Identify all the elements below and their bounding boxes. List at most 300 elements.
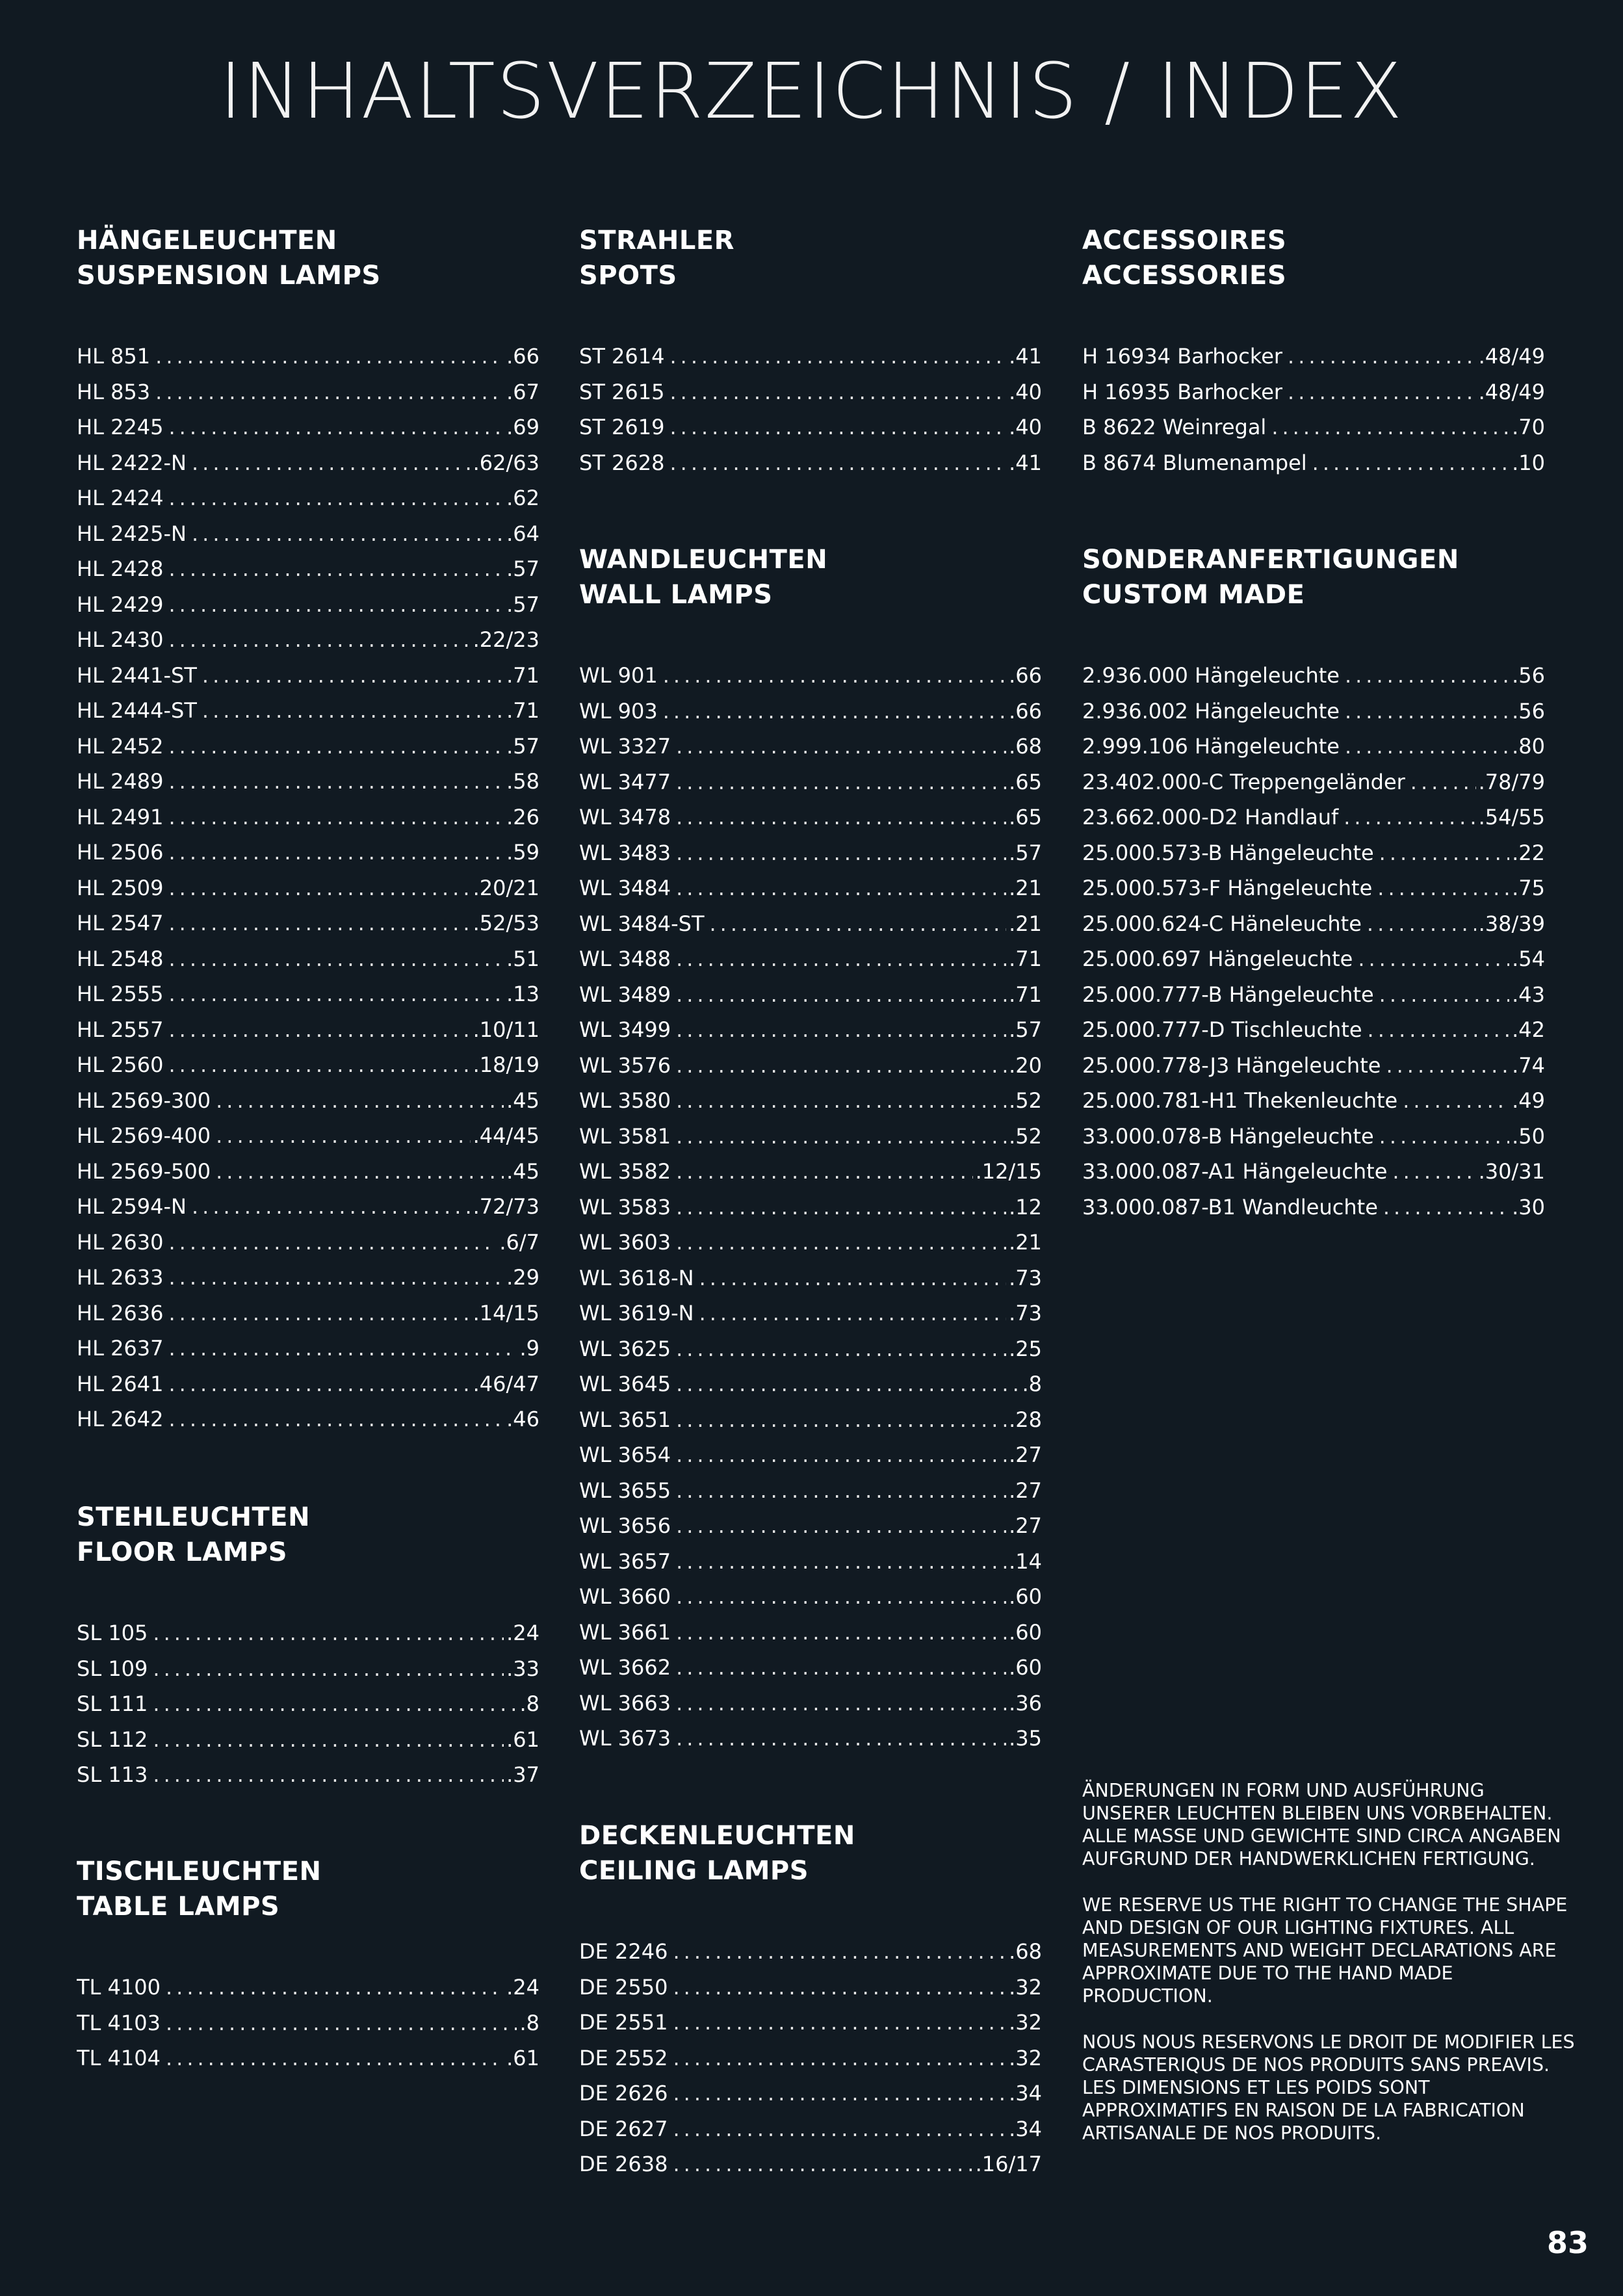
index-entry <box>77 835 539 870</box>
entry-name: TL 4104 <box>77 2046 161 2070</box>
entry-name: DE 2246 <box>579 1939 668 1964</box>
dot-leader <box>216 1118 470 1154</box>
index-entry <box>1082 941 1545 977</box>
index-entry <box>579 870 1042 906</box>
entry-page: .45 <box>506 1088 539 1113</box>
dot-leader <box>676 1012 1006 1048</box>
entry-name: 33.000.087-A1 Hängeleuchte <box>1082 1159 1388 1184</box>
entry-name: 2.936.002 Hängeleuchte <box>1082 698 1340 724</box>
dot-leader <box>153 1651 504 1687</box>
entry-page: .74 <box>1512 1052 1545 1078</box>
entry-list <box>579 658 1042 1756</box>
entry-page: .71 <box>1009 946 1042 971</box>
index-entry <box>579 1970 1042 2005</box>
entry-name: 25.000.777-B Hängeleuchte <box>1082 982 1374 1007</box>
entry-page: .9 <box>519 1336 539 1361</box>
section-heading <box>579 223 1042 293</box>
entry-page: .57 <box>1009 840 1042 865</box>
dot-leader <box>1358 941 1509 977</box>
dot-leader <box>673 1970 1006 2005</box>
entry-page: .72/73 <box>473 1194 539 1219</box>
index-entry <box>1082 374 1545 410</box>
dot-leader <box>673 2111 1006 2147</box>
entry-name: 25.000.624-C Häneleuchte <box>1082 911 1362 936</box>
entry-list <box>77 1970 539 2076</box>
index-entry <box>77 1260 539 1296</box>
heading-de: STEHLEUCHTEN <box>77 1502 311 1532</box>
heading-de: HÄNGELEUCHTEN <box>77 226 337 255</box>
dot-leader <box>169 764 504 800</box>
entry-name: HL 851 <box>77 344 151 369</box>
dot-leader <box>1345 658 1509 694</box>
entry-page: .61 <box>506 1727 539 1752</box>
entry-page: .21 <box>1009 1230 1042 1255</box>
entry-page: .48/49 <box>1478 344 1545 369</box>
dot-leader <box>169 800 504 835</box>
dot-leader <box>1379 835 1509 871</box>
entry-page: .65 <box>1009 805 1042 829</box>
index-entry <box>77 1722 539 1758</box>
entry-name: ST 2628 <box>579 450 665 475</box>
entry-page: .20 <box>1009 1052 1042 1078</box>
index-entry <box>579 1402 1042 1438</box>
entry-page: .78/79 <box>1478 769 1545 794</box>
entry-page: .66 <box>1009 663 1042 688</box>
entry-page: .73 <box>1009 1301 1042 1325</box>
dot-leader <box>676 1650 1006 1686</box>
index-entry <box>77 1225 539 1260</box>
dot-leader <box>1386 1048 1509 1084</box>
entry-name: WL 3327 <box>579 734 671 759</box>
dot-leader <box>1345 694 1509 729</box>
index-entry <box>77 1615 539 1651</box>
entry-name: B 8622 Weinregal <box>1082 415 1267 439</box>
heading-de: TISCHLEUCHTEN <box>77 1857 322 1886</box>
entry-name: B 8674 Blumenampel <box>1082 450 1307 475</box>
index-entry <box>77 480 539 516</box>
entry-page: .52 <box>1009 1088 1042 1113</box>
entry-name: WL 3651 <box>579 1407 671 1432</box>
heading-en: FLOOR LAMPS <box>77 1537 287 1567</box>
entry-page: .38/39 <box>1478 911 1545 936</box>
dot-leader <box>169 1225 497 1260</box>
entry-name: HL 2569-300 <box>77 1088 211 1113</box>
index-entry <box>579 2005 1042 2041</box>
entry-page: .44/45 <box>473 1123 539 1148</box>
index-entry <box>579 1650 1042 1686</box>
entry-page: .56 <box>1512 698 1545 724</box>
dot-leader <box>153 1722 504 1758</box>
index-entry <box>579 1544 1042 1580</box>
index-entry <box>579 410 1042 445</box>
entry-page: .80 <box>1512 734 1545 759</box>
entry-page: .32 <box>1009 2045 1042 2070</box>
entry-page: .56 <box>1512 663 1545 688</box>
entry-name: ST 2615 <box>579 379 665 404</box>
dot-leader <box>169 587 504 623</box>
entry-name: 23.402.000-C Treppengeländer <box>1082 769 1405 794</box>
index-entry <box>579 1473 1042 1509</box>
entry-page: .21 <box>1009 876 1042 900</box>
page-title: INHALTSVERZEICHNIS / INDEX <box>219 46 1404 136</box>
entry-name: DE 2638 <box>579 2152 668 2176</box>
dot-leader <box>169 976 504 1012</box>
entry-name: WL 3655 <box>579 1478 671 1503</box>
dot-leader <box>676 1225 1006 1260</box>
entry-page: .66 <box>1009 698 1042 724</box>
entry-page: .26 <box>506 804 539 829</box>
dot-leader <box>676 1119 1006 1155</box>
section-suspension-lamps <box>77 223 539 1437</box>
entry-page: .22 <box>1512 840 1545 865</box>
entry-page: .70 <box>1512 415 1545 439</box>
entry-name: HL 2245 <box>77 415 164 439</box>
index-entry <box>77 1757 539 1793</box>
entry-page: .41 <box>1009 344 1042 369</box>
entry-name: TL 4103 <box>77 2010 161 2035</box>
entry-name: ST 2619 <box>579 415 665 439</box>
dot-leader <box>166 2041 504 2076</box>
index-entry <box>579 764 1042 800</box>
index-entry <box>579 1366 1042 1402</box>
dot-leader <box>169 1402 504 1437</box>
entry-name: WL 3489 <box>579 982 671 1007</box>
entry-name: 2.999.106 Hängeleuchte <box>1082 734 1340 759</box>
dot-leader <box>1288 339 1476 374</box>
entry-name: WL 3478 <box>579 805 671 829</box>
index-entry <box>579 1225 1042 1260</box>
index-entry <box>579 1048 1042 1084</box>
dot-leader <box>663 658 1006 694</box>
entry-page: .52 <box>1009 1123 1042 1149</box>
index-entry <box>579 374 1042 410</box>
dot-leader <box>192 1189 471 1225</box>
entry-page: .46 <box>506 1407 539 1431</box>
index-entry <box>77 1118 539 1154</box>
index-entry <box>77 1402 539 1437</box>
dot-leader <box>676 1331 1006 1367</box>
dot-leader <box>1344 800 1475 835</box>
entry-page: .60 <box>1009 1584 1042 1609</box>
entry-page: .69 <box>506 415 539 439</box>
index-entry <box>1082 339 1545 374</box>
entry-name: DE 2550 <box>579 1974 668 2000</box>
entry-name: HL 853 <box>77 379 151 404</box>
index-entry <box>77 516 539 552</box>
dot-leader <box>155 339 504 374</box>
dot-leader <box>676 1083 1006 1119</box>
index-entry <box>77 622 539 658</box>
entry-page: .18/19 <box>473 1052 539 1077</box>
index-entry <box>579 1012 1042 1048</box>
entry-page: .8 <box>1022 1372 1042 1396</box>
entry-page: .57 <box>1009 1017 1042 1042</box>
heading-de: WANDLEUCHTEN <box>579 545 828 575</box>
dot-leader <box>169 729 504 764</box>
dot-leader <box>699 1260 1007 1296</box>
entry-page: .58 <box>506 769 539 794</box>
index-entry <box>579 2146 1042 2182</box>
dot-leader <box>169 1296 471 1331</box>
index-entry <box>1082 1048 1545 1084</box>
index-entry <box>77 1970 539 2005</box>
entry-name: HL 2633 <box>77 1265 164 1290</box>
entry-page: .33 <box>506 1656 539 1681</box>
index-entry <box>579 835 1042 871</box>
index-entry <box>77 374 539 410</box>
dot-leader <box>216 1154 504 1190</box>
entry-page: .32 <box>1009 2010 1042 2035</box>
entry-name: WL 3488 <box>579 946 671 971</box>
index-entry <box>579 1615 1042 1650</box>
index-entry <box>1082 410 1545 445</box>
entry-name: SL 111 <box>77 1691 148 1716</box>
dot-leader <box>669 410 1006 445</box>
entry-name: HL 2642 <box>77 1407 164 1431</box>
section-floor-lamps <box>77 1500 539 1793</box>
dot-leader <box>676 1366 1019 1402</box>
dot-leader <box>673 1934 1006 1970</box>
index-entry <box>77 1686 539 1722</box>
section-ceiling-lamps <box>579 1818 1042 2182</box>
index-entry <box>579 658 1042 694</box>
entry-page: .29 <box>506 1265 539 1290</box>
dot-leader <box>153 1686 517 1722</box>
entry-page: .41 <box>1009 450 1042 475</box>
entry-page: .48/49 <box>1478 379 1545 404</box>
dot-leader <box>676 1686 1006 1721</box>
index-entry <box>579 1579 1042 1615</box>
dot-leader <box>169 1260 504 1296</box>
entry-name: 2.936.000 Hängeleuchte <box>1082 663 1340 688</box>
dot-leader <box>673 2005 1006 2041</box>
entry-page: .61 <box>506 2046 539 2070</box>
dot-leader <box>202 693 504 729</box>
index-entry <box>1082 977 1545 1013</box>
index-entry <box>1082 445 1545 481</box>
entry-name: 25.000.778-J3 Hängeleuchte <box>1082 1052 1381 1078</box>
dot-leader <box>673 2076 1006 2111</box>
entry-page: .8 <box>519 2010 539 2035</box>
index-entry <box>77 2041 539 2076</box>
entry-list <box>579 1934 1042 2182</box>
entry-name: 25.000.697 Hängeleuchte <box>1082 946 1353 971</box>
entry-page: .65 <box>1009 769 1042 794</box>
entry-name: HL 2506 <box>77 840 164 865</box>
entry-page: .62 <box>506 486 539 510</box>
index-entry <box>77 729 539 764</box>
index-entry <box>579 800 1042 835</box>
entry-list <box>579 339 1042 480</box>
dot-leader <box>153 1615 504 1651</box>
entry-page: .54 <box>1512 946 1545 971</box>
entry-page: .25 <box>1009 1336 1042 1361</box>
dot-leader <box>1379 1119 1509 1155</box>
entry-name: WL 3580 <box>579 1088 671 1113</box>
index-entry <box>579 977 1042 1013</box>
entry-name: 25.000.777-D Tischleuchte <box>1082 1017 1362 1042</box>
entry-name: DE 2551 <box>579 2010 668 2035</box>
index-entry <box>1082 1190 1545 1225</box>
entry-name: HL 2425-N <box>77 521 187 546</box>
entry-name: HL 2630 <box>77 1229 164 1255</box>
entry-page: .68 <box>1009 1939 1042 1964</box>
index-entry <box>579 445 1042 481</box>
entry-name: H 16935 Barhocker <box>1082 379 1283 404</box>
index-entry <box>579 1331 1042 1367</box>
index-entry <box>77 551 539 587</box>
index-entry <box>77 870 539 906</box>
entry-name: WL 3625 <box>579 1336 671 1361</box>
section-heading <box>77 1500 539 1570</box>
dot-leader <box>1392 1154 1475 1190</box>
section-wall-lamps <box>579 542 1042 1756</box>
index-entry <box>579 1437 1042 1473</box>
dot-leader <box>169 622 471 658</box>
entry-name: WL 3499 <box>579 1017 671 1042</box>
heading-en: CUSTOM MADE <box>1082 580 1305 610</box>
section-accessories <box>1082 223 1545 480</box>
entry-page: .68 <box>1009 734 1042 759</box>
entry-name: WL 3477 <box>579 769 671 794</box>
dot-leader <box>169 1047 471 1083</box>
entry-name: WL 3483 <box>579 840 671 865</box>
dot-leader <box>169 1012 471 1048</box>
index-entry <box>1082 1083 1545 1119</box>
index-entry <box>579 906 1042 942</box>
index-entry <box>579 1154 1042 1190</box>
entry-page: .71 <box>506 662 539 688</box>
entry-page: .28 <box>1009 1407 1042 1432</box>
entry-page: .45 <box>506 1158 539 1184</box>
disclaimer-notice <box>1082 1779 1576 2168</box>
entry-page: .16/17 <box>975 2152 1042 2176</box>
entry-page: .37 <box>506 1762 539 1787</box>
dot-leader <box>699 1296 1007 1331</box>
entry-name: 33.000.087-B1 Wandleuchte <box>1082 1194 1378 1220</box>
dot-leader <box>676 977 1006 1013</box>
dot-leader <box>676 1615 1006 1650</box>
entry-name: HL 2441-ST <box>77 662 197 688</box>
index-entry <box>1082 694 1545 729</box>
dot-leader <box>169 941 504 977</box>
dot-leader <box>192 445 471 481</box>
heading-de: SONDERANFERTIGUNGEN <box>1082 545 1459 575</box>
entry-name: HL 2636 <box>77 1300 164 1325</box>
entry-page: .22/23 <box>473 627 539 652</box>
section-heading <box>579 1818 1042 1888</box>
index-entry <box>77 1296 539 1331</box>
entry-page: .73 <box>1009 1265 1042 1290</box>
entry-name: SL 113 <box>77 1762 148 1787</box>
index-entry <box>1082 1119 1545 1155</box>
entry-name: 25.000.781-H1 Thekenleuchte <box>1082 1088 1398 1113</box>
entry-page: .24 <box>506 1975 539 2000</box>
dot-leader <box>1345 729 1509 764</box>
entry-page: .32 <box>1009 1974 1042 2000</box>
heading-en: TABLE LAMPS <box>77 1892 280 1922</box>
entry-page: .66 <box>506 344 539 369</box>
heading-en: SPOTS <box>579 261 677 291</box>
entry-name: WL 3576 <box>579 1052 671 1078</box>
entry-page: .75 <box>1512 876 1545 900</box>
heading-en: SUSPENSION LAMPS <box>77 261 381 291</box>
entry-page: .10/11 <box>473 1017 539 1042</box>
entry-name: WL 3657 <box>579 1548 671 1574</box>
dot-leader <box>676 1437 1006 1473</box>
index-entry <box>77 941 539 977</box>
dot-leader <box>676 1544 1006 1580</box>
index-entry <box>1082 835 1545 871</box>
dot-leader <box>676 1579 1006 1615</box>
entry-name: SL 109 <box>77 1656 148 1681</box>
dot-leader <box>1379 977 1509 1013</box>
entry-page: .71 <box>1009 982 1042 1007</box>
entry-page: .54/55 <box>1478 805 1545 829</box>
index-entry <box>77 1651 539 1687</box>
entry-name: HL 2489 <box>77 769 164 794</box>
heading-de: DECKENLEUCHTEN <box>579 1821 855 1851</box>
index-entry <box>77 2005 539 2041</box>
entry-list <box>77 339 539 1437</box>
dot-leader <box>166 1970 504 2005</box>
entry-page: .14 <box>1009 1548 1042 1574</box>
entry-page: .57 <box>506 733 539 759</box>
dot-leader <box>1368 1012 1510 1048</box>
dot-leader <box>169 870 471 906</box>
index-entry <box>77 339 539 374</box>
entry-page: .27 <box>1009 1442 1042 1467</box>
entry-name: DE 2552 <box>579 2045 668 2070</box>
index-entry <box>77 693 539 729</box>
entry-name: HL 2422-N <box>77 450 187 475</box>
entry-name: HL 2509 <box>77 875 164 900</box>
entry-page: .64 <box>506 521 539 546</box>
section-heading <box>1082 223 1545 293</box>
dot-leader <box>169 835 504 870</box>
entry-name: HL 2429 <box>77 592 164 617</box>
entry-page: .13 <box>506 982 539 1006</box>
dot-leader <box>1410 764 1476 800</box>
entry-name: WL 3618-N <box>579 1265 694 1290</box>
index-entry <box>579 1083 1042 1119</box>
entry-name: WL 3663 <box>579 1690 671 1715</box>
entry-page: .10 <box>1512 450 1545 475</box>
entry-name: WL 3656 <box>579 1513 671 1538</box>
entry-page: .24 <box>506 1621 539 1645</box>
index-entry <box>579 1686 1042 1721</box>
entry-name: WL 3619-N <box>579 1301 694 1325</box>
entry-name: WL 3484 <box>579 876 671 900</box>
dot-leader <box>1403 1083 1509 1119</box>
section-heading <box>1082 542 1545 612</box>
entry-name: HL 2569-400 <box>77 1123 211 1148</box>
entry-page: .46/47 <box>473 1371 539 1396</box>
dot-leader <box>216 1083 504 1119</box>
dot-leader <box>676 764 1006 800</box>
index-entry <box>77 800 539 835</box>
entry-name: HL 2452 <box>77 733 164 759</box>
dot-leader <box>1288 374 1476 410</box>
index-entry <box>77 1047 539 1083</box>
index-entry <box>1082 729 1545 764</box>
entry-list <box>1082 339 1545 480</box>
entry-page: .12/15 <box>975 1159 1042 1184</box>
entry-name: WL 3484-ST <box>579 911 705 936</box>
dot-leader <box>676 1154 973 1190</box>
entry-page: .14/15 <box>473 1300 539 1325</box>
index-entry <box>579 1190 1042 1225</box>
